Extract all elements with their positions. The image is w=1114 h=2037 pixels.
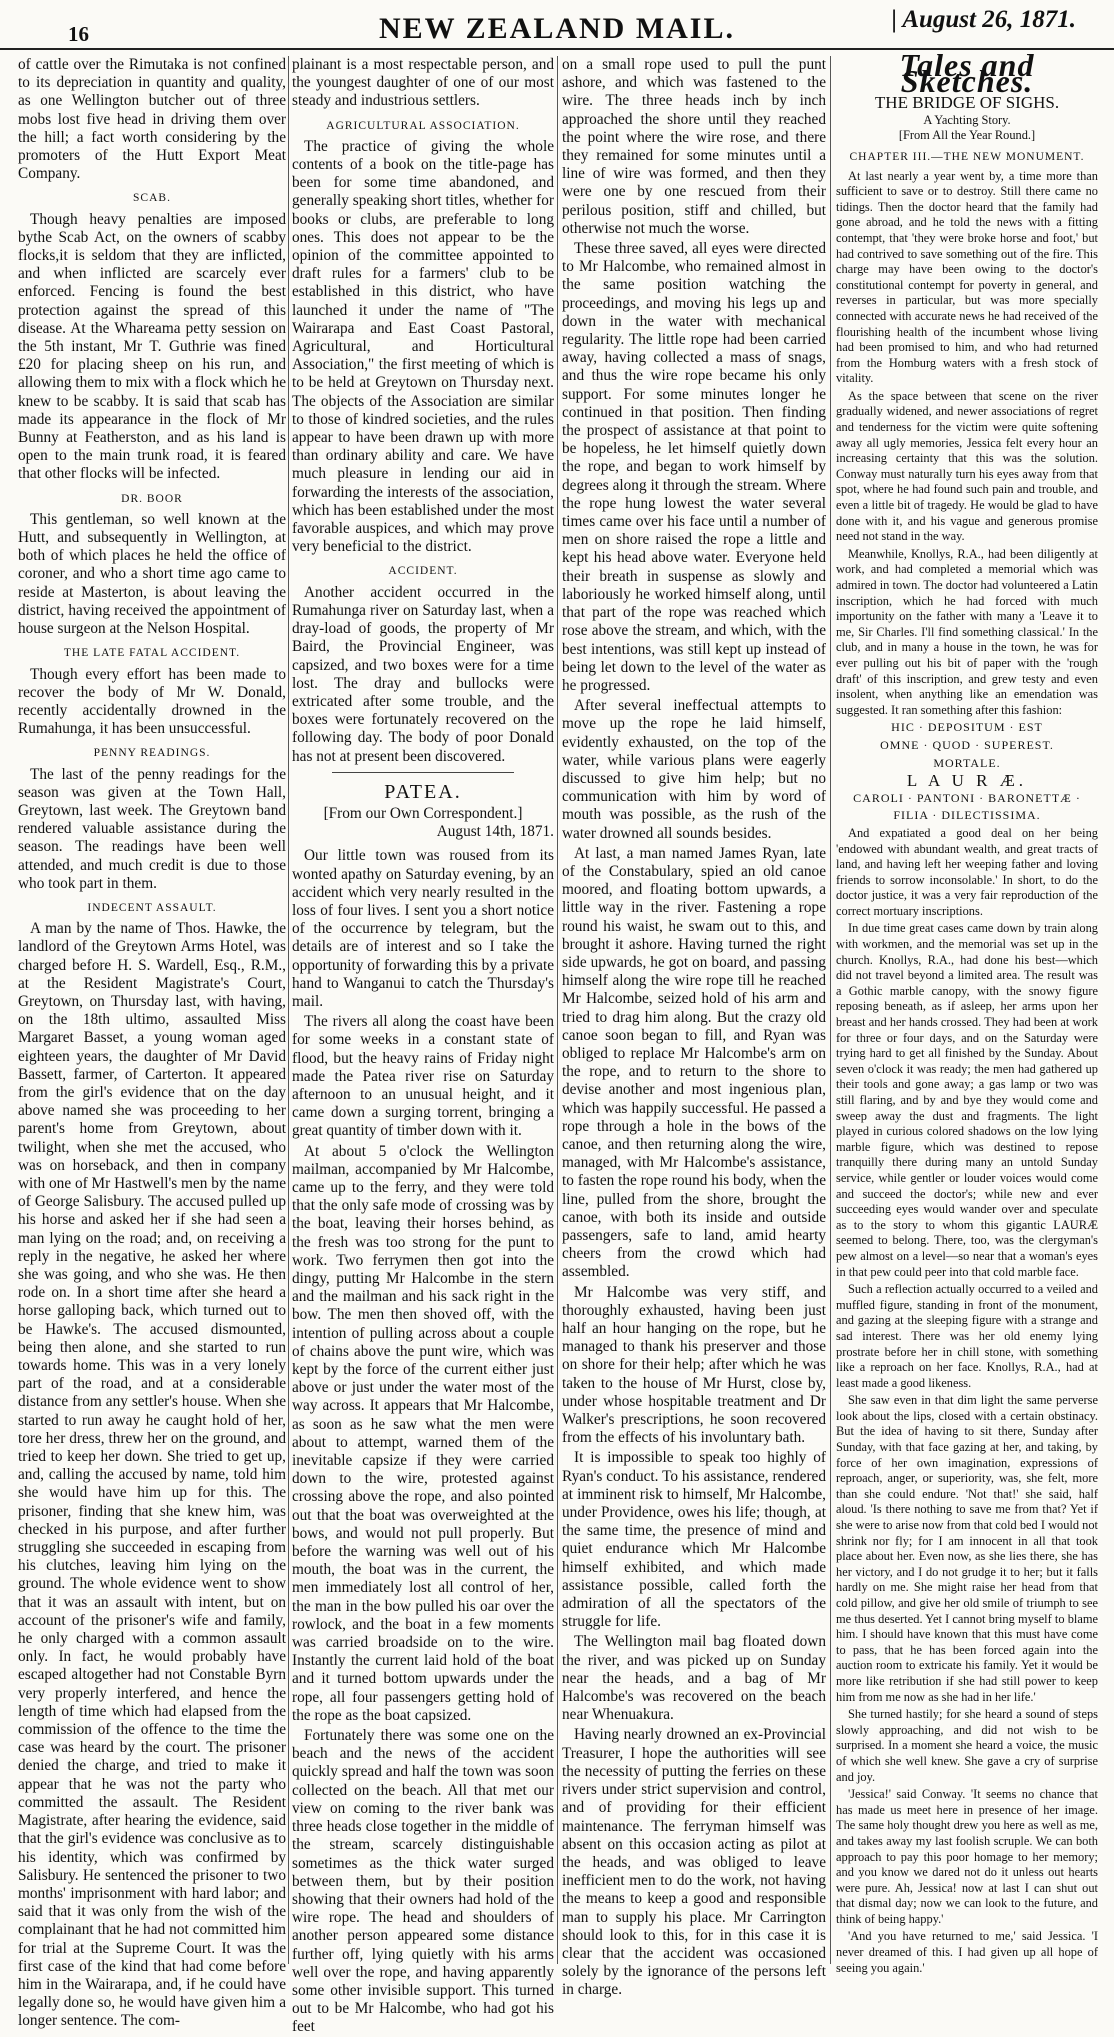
section-heading: INDECENT ASSAULT. [87, 901, 217, 914]
column-rule [557, 56, 558, 1964]
story-paragraph: In due time great cases came down by train along with workmen, and the memorial was set up in the church. Knollys, R.A., had done his best—which did not travel beyond a limited area. The result was a Gothic marble canopy, with the snowy figure reposing beneath, as if asleep, her arms upon her breast and her hands crossed. They had been at work for three or four days, and on the Saturday were trying hard to get all finished by the Sunday. About seven o'clock it was ready; the men had gathered up their tools and gone away; a gas lamp or two was still flaring, and by and bye they would come and sweep away the dust and fragments. The light played in curious colored shadows on the low lying marble figure, which was destined to repose tranquilly there during many an untold Sunday service, while gentler or louder voices would come and succeed the doctor's; while new and ever succeeding eyes would wander over and speculate as to the story to whom this gigantic LAURÆ seemed to belong. There, too, was the clergyman's pew almost on a level—so near that a woman's eyes in that pew could peer into that cold marble face. [836, 921, 1098, 1279]
inscription-line: HIC · DEPOSITUM · EST [891, 720, 1043, 735]
article-paragraph: Though heavy penalties are imposed bythe Scab Act, on the owners of scabby flocks,it is seldom that they are inflicted, and when inflicted are scarcely ever enforced. Fencing is found the best protection against the spread of this disease. At the Whareama petty session on the 5th instant, Mr T. Guthrie was fined £20 for placing sheep on his run, and allowing them to mix with a flock which he knew to be scabby. It is said that scab has made its appearance in the flock of Mr Bunny at Featherston, and as his land is open to the main trunk road, it is feared that other flocks will be infected. [18, 210, 286, 483]
article-paragraph: Our little town was roused from its wonted apathy on Saturday evening, by an accident which very nearly resulted in the loss of four lives. I sent you a short notice of the occurrence by telegram, but the details are of interest and so I take the opportunity of forwarding this by a private hand to Wanganui to catch the Thursday's mail. [292, 847, 554, 1010]
dateline: August 14th, 1871. [436, 823, 554, 841]
story-paragraph: 'And you have returned to me,' said Jessica. 'I never dreamed of this. I had given up all hope of seeing you again.' [836, 1929, 1098, 1975]
column-3 [562, 56, 826, 1999]
article-paragraph: At about 5 o'clock the Wellington mailman, accompanied by Mr Halcombe, came up to the ferry, and they were told that the only safe mode of crossing was by the boat, leaving their horses behind, as the fresh was too strong for the punt to work. Two ferrymen then got into the dingy, putting Mr Halcombe in the stern and the mailman and his sack right in the bow. The men then shoved off, with the intention of pulling across about a couple of chains above the punt wire, which was kept by the force of the current either just above or just under the water most of the way across. It appears that Mr Halcombe, as soon as he saw what the men were about to attempt, warned them of the inevitable capsize if they were carried down to the wire, protested against crossing above the rope, and also pointed out that the boat was overweighted at the bows, and would not pull properly. But before the warning was well out of his mouth, the boat was in the current, the men immediately lost all control of her, the man in the bow pulled his oar over the rowlock, and the boat in a few moments was carried broadside on to the wire. Instantly the current laid hold of the boat and it turned bottom upwards under the rope, all four passengers getting hold of the rope as the boat capsized. [292, 1142, 554, 1724]
column-4 [836, 47, 1098, 1975]
article-paragraph: on a small rope used to pull the punt ashore, and which was fastened to the wire. The three heads inch by inch approached the shore until they reached the point where the wire rose, and there they remained for some minutes until a line of wire was formed, and then they were one by one rescued from their perilous position, stiff and chilled, but otherwise not much the worse. [562, 56, 826, 237]
section-heading: PENNY READINGS. [93, 747, 211, 760]
column-rule [288, 56, 289, 1964]
story-source: [From All the Year Round.] [898, 128, 1036, 143]
article-paragraph: The rivers all along the coast have been for some weeks in a constant state of flood, but the heavy rains of Friday night made the Patea river rise on Saturday afternoon to an unusual height, and it came down a surging torrent, bringing a great quantity of timber down with it. [292, 1013, 554, 1140]
story-paragraph: She turned hastily; for she heard a sound of steps slowly approaching, and did not wish to be surprised. In a moment she heard a voice, the music of which she well knew. She gave a cry of surprise and joy. [836, 1707, 1098, 1784]
column-1 [18, 56, 286, 2030]
story-paragraph: Meanwhile, Knollys, R.A., had been diligently at work, and had completed a memorial which was admired in town. The doctor had volunteered a Latin inscription, which he had forced with much importunity on the father with many a 'Leave it to me, Sir Charles. I'll find something classical.' In the club, and in many a house in the town, he was for ever pulling out his bit of paper with the 'rough draft' of this inscription, and grew testy and even insolent, when anything like an emendation was suggested. It ran something after this fashion: [836, 546, 1098, 717]
section-heading: ACCIDENT. [388, 565, 458, 578]
page-header [0, 0, 1114, 50]
correspondent-line: [From our Own Correspondent.] [323, 804, 523, 822]
article-paragraph: Fortunately there was some one on the beach and the news of the accident quickly spread and half the town was soon collected on the beach. All that met our view on coming to the river bank was three heads close together in the middle of the stream, scarcely distinguishable sometimes as the thick water surged between them, but by their position showing that their owners had hold of the wire rope. The head and shoulders of another person appeared some distance further off, lying quietly with his arms well over the rope, and having apparently some other invisible support. This turned out to be Mr Halcombe, who had got his feet [292, 1727, 554, 2036]
article-paragraph: After several ineffectual attempts to move up the rope he laid himself, evidently exhausted, on the top of the water, while various plans were eagerly discussed to give him help; but no communication with him by word of mouth was possible, as the rush of the water drowned all sounds besides. [562, 697, 826, 842]
story-subtitle: A Yachting Story. [923, 112, 1011, 127]
section-title: Tales and Sketches. [899, 47, 1035, 99]
section-heading: DR. BOOR [121, 492, 183, 505]
issue-date: | August 26, 1871. [891, 6, 1076, 33]
article-paragraph: Another accident occurred in the Rumahunga river on Saturday last, when a dray-load of goods, the property of Mr Baird, the Provincial Engineer, was capsized, and two boxes were for a time lost. The dray and bullocks were extricated after some trouble, and the boxes were fortunately recovered on the following day. The body of poor Donald has not at present been discovered. [292, 583, 554, 765]
article-paragraph: The practice of giving the whole contents of a book on the title-page has been for some time abandoned, and generally speaking short titles, whether for books or clubs, are preferable to long ones. This does not appear to be the opinion of the committee appointed to draft rules for a farmers' club to be established in this district, who have launched it under the name of "The Wairarapa and East Coast Pastoral, Agricultural, and Horticultural Association," the first meeting of which is to be held at Greytown on Thursday next. The objects of the Association are similar to those of kindred societies, and the rules appear to have been drawn up with more than ordinary ability and care. We have much pleasure in lending our aid in forwarding the interests of the association, which has been established under the most favorable auspices, and which may prove very beneficial to the district. [292, 137, 554, 556]
column-rule [830, 56, 831, 1964]
story-paragraph: As the space between that scene on the river gradually widened, and newer associations of regret and tenderness for the victim were quite softening away all ugly memories, Jessica felt every hour an increasing certainty that this was the solution. Conway must naturally turn his eyes away from that spot, where he had found such pain and trouble, and even a little bit of tragedy. He would be glad to have done with it, and his vague and generous promise need not stand in the way. [836, 388, 1098, 544]
section-heading: SCAB. [133, 192, 171, 205]
story-paragraph: At last nearly a year went by, a time more than sufficient to save or to destroy. Still there came no tidings. Then the doctor heard that the family had gone abroad, and he told the news with a fitting contempt, that 'they were broke horse and foot,' but had contrived to save something out of the fire. This charge may have been owing to the doctor's constitutional contempt for poverty in general, and reverses in particular, but was more specially connected with accurate news he had received of the flourishing health of the incumbent whose living had been promised to him, and who had returned from the Homburg waters with a fresh stock of vitality. [836, 168, 1098, 386]
article-paragraph: Having nearly drowned an ex-Provincial Treasurer, I hope the authorities will see the necessity of putting the ferries on these rivers under strict supervision and control, and of providing for their efficient maintenance. The ferryman himself was absent on this occasion acting as pilot at the heads, and was obliged to leave inefficient men to do the work, not having the means to keep a good and responsible man to supply his place. Mr Carrington should look to this, for in this case it is clear that the accident was occasioned solely by the ignorance of the persons left in charge. [562, 1726, 826, 1999]
story-title: THE BRIDGE OF SIGHS. [874, 93, 1060, 113]
section-heading: AGRICULTURAL ASSOCIATION. [326, 119, 520, 132]
article-paragraph: This gentleman, so well known at the Hutt, and subsequently in Wellington, at both of which places he held the office of coroner, and who a short time ago came to reside at Masterton, is about leaving the district, having received the appointment of house surgeon at the Nelson Hospital. [18, 510, 286, 638]
chapter-heading: CHAPTER III.—THE NEW MONUMENT. [849, 150, 1085, 163]
article-paragraph: The Wellington mail bag floated down the river, and was picked up on Sunday near the heads, and a bag of Mr Halcombe's was recovered on the beach near Whenuakura. [562, 1633, 826, 1724]
article-paragraph: These three saved, all eyes were directed to Mr Halcombe, who remained almost in the same position watching the proceedings, and moving his legs up and down in the water with mechanical regularity. The little rope had been carried away, having collected a mass of snags, and thus the wire rope became his only support. For some minutes longer he continued in that position. Then finding the prospect of assistance at that point to be hopeless, he let himself quietly down the rope, and began to work himself by degrees along it through the stream. Where the rope hung lowest the water several times came over his face until a number of men on shore raised the rope a little and kept his head above water. Everyone held their breath in suspense as slowly and laboriously he worked himself along, until that part of the rope was reached which rose above the stream, and which, with the best intentions, was still kept up instead of being let down to the level of the water as he progressed. [562, 240, 826, 694]
story-paragraph: She saw even in that dim light the same perverse look about the lips, closed with a certain obstinacy. But the idea of having to sit there, Sunday after Sunday, with that face gazing at her, and taking, by force of her own imagination, expressions of reproach, anger, or superiority, was, she felt, more than she could endure. 'Not that!' she said, half aloud. 'Is there nothing to save me from that? Yet if she were to arise now from that cold bed I would not shrink nor fly; for I am innocent in all that took place about her. Even now, as she lies there, she has her victory, and I do not grudge it to her; but it falls hardly on me. She might raise her head from that cold pillow, and give her old smile of triumph to see me thus deserted. Yet I cannot bring myself to blame him. I should have known that this must have come to pass, that he has been forced again into the auction room to extricate his family. Yet it would be more like retribution if she had still power to keep him from me now as she had in her life.' [836, 1393, 1098, 1704]
article-paragraph: of cattle over the Rimutaka is not confined to its depreciation in quantity and quality, as one Wellington butcher out of three mobs lost five head in driving them over the hill; a fact worth considering by the promoters of the Hutt Export Meat Company. [18, 56, 286, 183]
article-paragraph: At last, a man named James Ryan, late of the Constabulary, spied an old canoe moored, and floating bottom upwards, a little way in the river. Fastening a rope round his waist, he swam out to this, and brought it ashore. Having turned the right side upwards, he got on board, and passing himself along the wire rope till he reached Mr Halcombe, seized hold of his arm and tried to drag him along. But the crazy old canoe soon began to fill, and Ryan was obliged to replace Mr Halcombe's arm on the rope, and to return to the shore to devise another and most ingenious plan, which was happily successful. He passed a rope through a hole in the bows of the canoe, and then returning along the wire, managed, with Mr Halcombe's assistance, to fasten the rope round his body, when the line, pulled from the shore, brought the canoe, with both its inside and outside passengers, safe to land, amid hearty cheers from the crowd which had assembled. [562, 844, 826, 1281]
article-paragraph: Mr Halcombe was very stiff, and thoroughly exhausted, having been just half an hour hanging on the rope, but he managed to thank his preserver and those on shore for their help; after which he was taken to the house of Mr Hurst, close by, under whose hospitable treatment and Dr Walker's prescriptions, he soon recovered from the effects of his involuntary bath. [562, 1283, 826, 1447]
divider [332, 772, 514, 773]
inscription-line: CAROLI · PANTONI · BARONETTÆ · [853, 790, 1081, 805]
article-paragraph: Though every effort has been made to recover the body of Mr W. Donald, recently accidentally drowned in the Rumahunga, it has been unsuccessful. [18, 665, 286, 738]
article-paragraph: It is impossible to speak too highly of Ryan's conduct. To his assistance, rendered at imminent risk to himself, Mr Halcombe, under Providence, owes his life; though, at the same time, the presence of mind and quiet endurance which Mr Halcombe himself exhibited, and which made assistance possible, called forth the admiration of all the spectators of the struggle for life. [562, 1449, 826, 1631]
inscription-line: OMNE · QUOD · SUPEREST. [880, 737, 1054, 752]
story-paragraph: Such a reflection actually occurred to a veiled and muffled figure, standing in front of the monument, and gazing at the sleeping figure with a strange and sad interest. There was her old enemy lying prostrate before her in chill stone, with something like a reproach on her face. Knollys, R.A., had at least made a good likeness. [836, 1282, 1098, 1390]
column-2 [292, 56, 554, 2036]
article-paragraph: A man by the name of Thos. Hawke, the landlord of the Greytown Arms Hotel, was charged before H. S. Wardell, Esq., R.M., at the Resident Magistrate's Court, Greytown, on Thursday last, with having, on the 18th ultimo, assaulted Miss Margaret Basset, a young woman aged eighteen years, the daughter of Mr David Bassett, farmer, of Carterton. It appeared from the girl's evidence that on the day above named she was proceeding to her parent's home from Greytown, about twilight, when she met the accused, who was on horseback, and then in company with one of Mr Hastwell's men by the name of George Salisbury. The accused pulled up his horse and asked her if she had seen a man lying on the road; and, on receiving a reply in the negative, he asked her where she was going, and who she was. He then rode on. In a short time after she heard a horse galloping back, which turned out to be Hawke's. The accused dismounted, being then alone, and she started to run towards home. This was in a very lonely part of the road, and at a considerable distance from any settler's house. When she started to run away he caught hold of her, tore her dress, threw her on the ground, and tried to keep her down. She tried to get up, and, calling the accused by name, told him she would have him up for this. The prisoner, finding that she knew him, was checked in his purpose, and after further struggling she succeeded in escaping from his clutches, leaving him lying on the ground. The whole evidence went to show that it was an assault with intent, but on account of the prisoner's wife and family, he only charged with a common assault only. In fact, he would probably have escaped altogether had not Constable Byrn very properly interfered, and hence the length of time which had elapsed from the commission of the offence to the time the case was heard by the court. The prisoner denied the charge, and tried to make it appear that he was not the party who committed the assault. The Resident Magistrate, after hearing the evidence, said that the girl's evidence was conclusive as to his identity, which was confirmed by Salisbury. He sentenced the prisoner to two months' imprisonment with hard labor; and said that it was only from the wish of the complainant that he had not committed him for trial at the Supreme Court. It was the first case of the kind that had come before him in the Wairarapa, and, if he could have legally done so, he would have given him a longer sentence. The com- [18, 920, 286, 2030]
inscription-line: FILIA · DILECTISSIMA. [893, 808, 1041, 823]
article-paragraph: plainant is a most respectable person, and the youngest daughter of one of our most steady and industrious settlers. [292, 56, 554, 110]
page-number: 16 [68, 22, 89, 46]
story-paragraph: 'Jessica!' said Conway. 'It seems no chance that has made us meet here in presence of her image. The same holy thought drew you here as well as me, and takes away my last foolish scruple. We can both approach to pay this poor homage to her memory; and you know we dared not do it unless out hearts were pure. Ah, Jessica! now at last I can shut out that dismal day; now we can look to the future, and think of being happy.' [836, 1787, 1098, 1926]
inscription-line: L A U R Æ. [906, 771, 1028, 791]
masthead: NEW ZEALAND MAIL. [379, 12, 735, 45]
story-paragraph: And expatiated a good deal on her being 'endowed with abundant wealth, and great tracts of land, and having left her weeping father and loving friends to sorrow inconsolable.' In short, to do the doctor justice, it was a very fair reproduction of the correct mortuary inscriptions. [836, 825, 1098, 918]
inscription-line: MORTALE. [933, 755, 1001, 770]
article-title: PATEA. [384, 780, 462, 803]
article-paragraph: The last of the penny readings for the season was given at the Town Hall, Greytown, last week. The Greytown band rendered valuable assistance during the season. The readings have been well attended, and much credit is due to those who took part in them. [18, 765, 286, 892]
section-heading: THE LATE FATAL ACCIDENT. [63, 647, 241, 660]
